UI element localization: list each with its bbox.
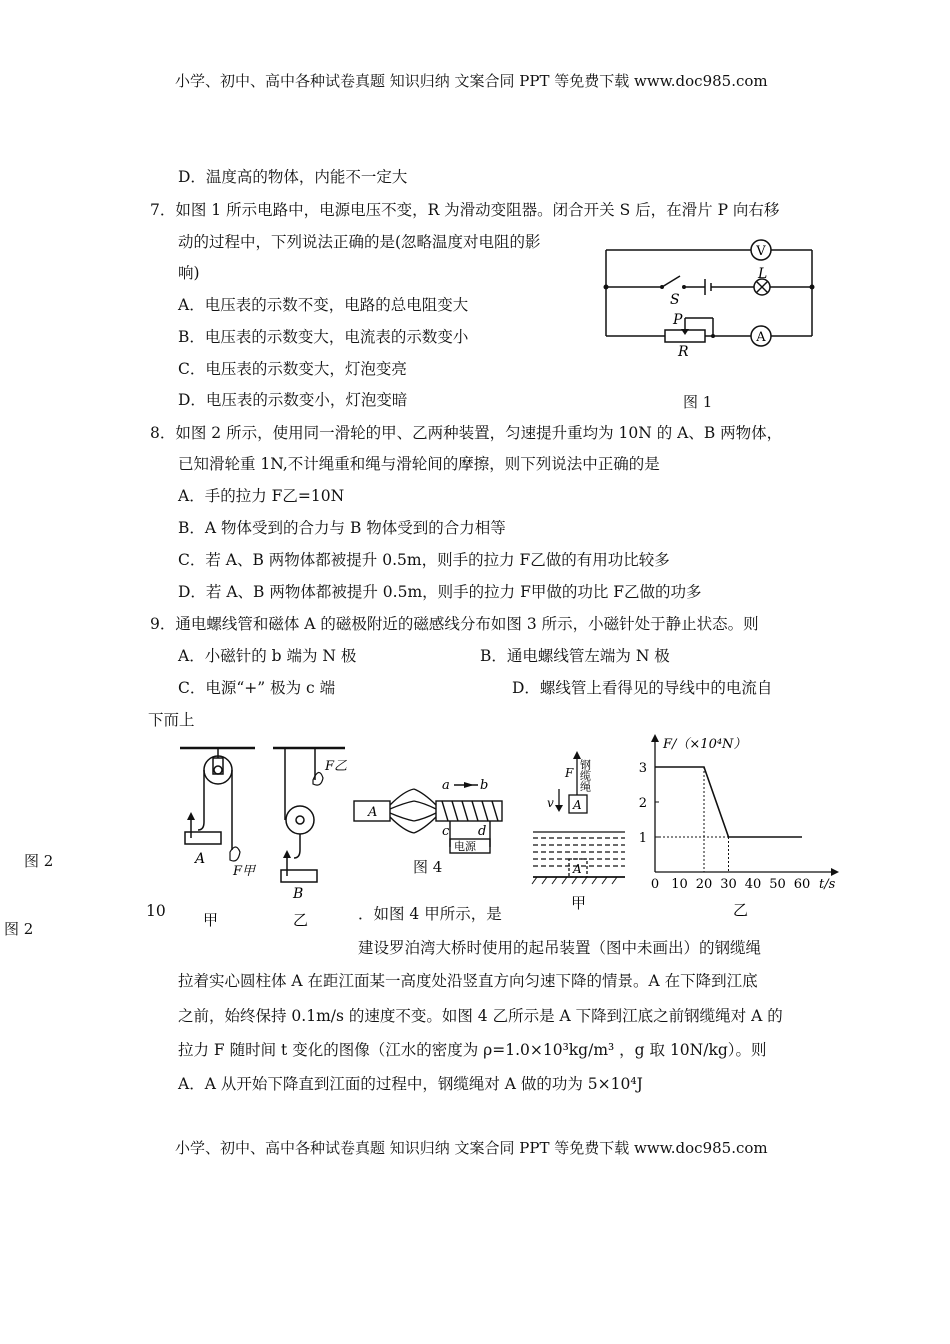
q9-option-c: C．电源“+” 极为 c 端 [178, 679, 336, 697]
page-footer: 小学、初中、高中各种试卷真题 知识归纳 文案合同 PPT 等免费下载 www.doc985.com [175, 1139, 768, 1157]
q8-option-c: C．若 A、B 两物体都被提升 0.5m，则手的拉力 F乙做的有用功比较多 [178, 551, 670, 569]
needle-b-label: b [480, 778, 489, 793]
q8-option-b: B．A 物体受到的合力与 B 物体受到的合力相等 [178, 519, 506, 537]
q8-option-a: A．手的拉力 F乙=10N [178, 487, 345, 505]
ammeter-label: A [756, 330, 766, 345]
figure-2-side-label-2: 图 2 [4, 920, 34, 938]
q8-stem-line2: 已知滑轮重 1N,不计绳重和绳与滑轮间的摩擦，则下列说法中正确的是 [178, 455, 660, 473]
cable-label: 钢缆绳 [578, 759, 592, 792]
x-tick-label: 0 [650, 877, 660, 892]
y-axis-arrow [651, 734, 659, 742]
figure-4-yi-label: 乙 [733, 901, 749, 919]
figure-1-caption: 图 1 [683, 393, 713, 411]
lamp-label: L [758, 266, 768, 282]
q9-option-d: D．螺线管上看得见的导线中的电流自 [512, 679, 773, 697]
figure-4-jia-crane [525, 745, 635, 915]
q9-stem: 9．通电螺线管和磁体 A 的磁极附近的磁感线分布如图 3 所示，小磁针处于静止状态。则 [150, 615, 759, 633]
q10-line2: 建设罗泊湾大桥时使用的起吊装置（图中未画出）的钢缆绳 [358, 939, 762, 957]
y-axis-label: F/（×10⁴N） [663, 737, 747, 752]
q7-option-a: A．电压表的示数不变，电路的总电阻变大 [178, 296, 469, 314]
q8-stem-line1: 8．如图 2 所示，使用同一滑轮的甲、乙两种装置，匀速提升重均为 10N 的 A、B 两物体， [150, 424, 783, 442]
q7-option-b: B．电压表的示数变大，电流表的示数变小 [178, 328, 469, 346]
q7-option-d: D．电压表的示数变小，灯泡变暗 [178, 391, 408, 409]
y-tick-label: 3 [638, 761, 647, 776]
x-tick-label: 10 [671, 877, 688, 892]
needle-a-label: a [442, 778, 450, 793]
q10-line5: 拉力 F 随时间 t 变化的图像（江水的密度为 ρ=1.0×10³kg/m³ ，g 取 10N/kg）。则 [178, 1041, 767, 1059]
x-tick-label: 50 [769, 877, 786, 892]
x-tick-label: 30 [720, 877, 737, 892]
q10-line3: 拉着实心圆柱体 A 在距江面某一高度处沿竖直方向匀速下降的情景。A 在下降到江底 [178, 972, 758, 990]
force-jia-label: F甲 [233, 864, 256, 879]
figure-4-yi-graph [635, 730, 845, 920]
force-yi-label: F乙 [325, 759, 348, 774]
figure-4-caption: 图 4 [413, 858, 443, 876]
figure-4-jia-label: 甲 [571, 894, 587, 912]
power-source-label: 电源 [454, 840, 476, 853]
terminal-d-label: d [478, 824, 487, 839]
object-b-label: B [293, 886, 304, 902]
terminal-c-label: c [442, 824, 450, 839]
x-tick-label: 40 [744, 877, 762, 892]
q10-number: 10 [146, 902, 166, 920]
cylinder-a-label: A [573, 798, 582, 812]
rheostat-label: R [678, 344, 689, 360]
q9-option-a: A．小磁针的 b 端为 N 极 [178, 647, 357, 665]
q7-option-c: C．电压表的示数变大，灯泡变亮 [178, 360, 407, 378]
q7-stem-line2: 动的过程中，下列说法正确的是(忽略温度对电阻的影 [178, 233, 541, 251]
force-time-line [655, 767, 802, 837]
x-tick-label: 20 [695, 877, 713, 892]
q7-stem-line3: 响) [178, 264, 200, 282]
q9-option-d-cont: 下而上 [148, 711, 195, 729]
x-tick-label: 60 [793, 877, 811, 892]
q10-line1: ．如图 4 甲所示，是 [358, 905, 502, 923]
q9-option-b: B．通电螺线管左端为 N 极 [480, 647, 670, 665]
q6-option-d: D．温度高的物体，内能不一定大 [178, 168, 408, 186]
figure-1-circuit [600, 236, 820, 386]
q10-line4: 之前，始终保持 0.1m/s 的速度不变。如图 4 乙所示是 A 下降到江底之前钢缆绳对 A 的 [178, 1007, 783, 1025]
q10-option-a: A．A 从开始下降直到江面的过程中，钢缆绳对 A 做的功为 5×10⁴J [178, 1075, 643, 1093]
q7-stem-line1: 7．如图 1 所示电路中，电源电压不变，R 为滑动变阻器。闭合开关 S 后，在滑片 P 向右移 [150, 201, 780, 219]
page-header: 小学、初中、高中各种试卷真题 知识归纳 文案合同 PPT 等免费下载 www.doc985.com [175, 72, 768, 90]
figure-2-side-label: 图 2 [24, 852, 54, 870]
slider-label: P [673, 312, 683, 328]
x-axis-label: t/s [819, 877, 836, 892]
y-tick-label: 1 [638, 831, 647, 846]
voltmeter-label: V [756, 244, 766, 259]
velocity-label: v [547, 796, 554, 810]
pulley-jia-label: 甲 [203, 911, 219, 929]
switch-label: S [670, 292, 680, 308]
figure-2-pulleys [175, 740, 355, 930]
magnet-a-label: A [368, 805, 378, 820]
pulley-yi-label: 乙 [293, 911, 309, 929]
cylinder-a-bottom-label: A [573, 862, 582, 876]
object-a-label: A [195, 851, 206, 867]
y-tick-label: 2 [638, 796, 647, 811]
cable-force-label: F [565, 766, 574, 780]
x-axis-arrow [831, 868, 839, 876]
q8-option-d: D．若 A、B 两物体都被提升 0.5m，则手的拉力 F甲做的功比 F乙做的功多 [178, 583, 702, 601]
